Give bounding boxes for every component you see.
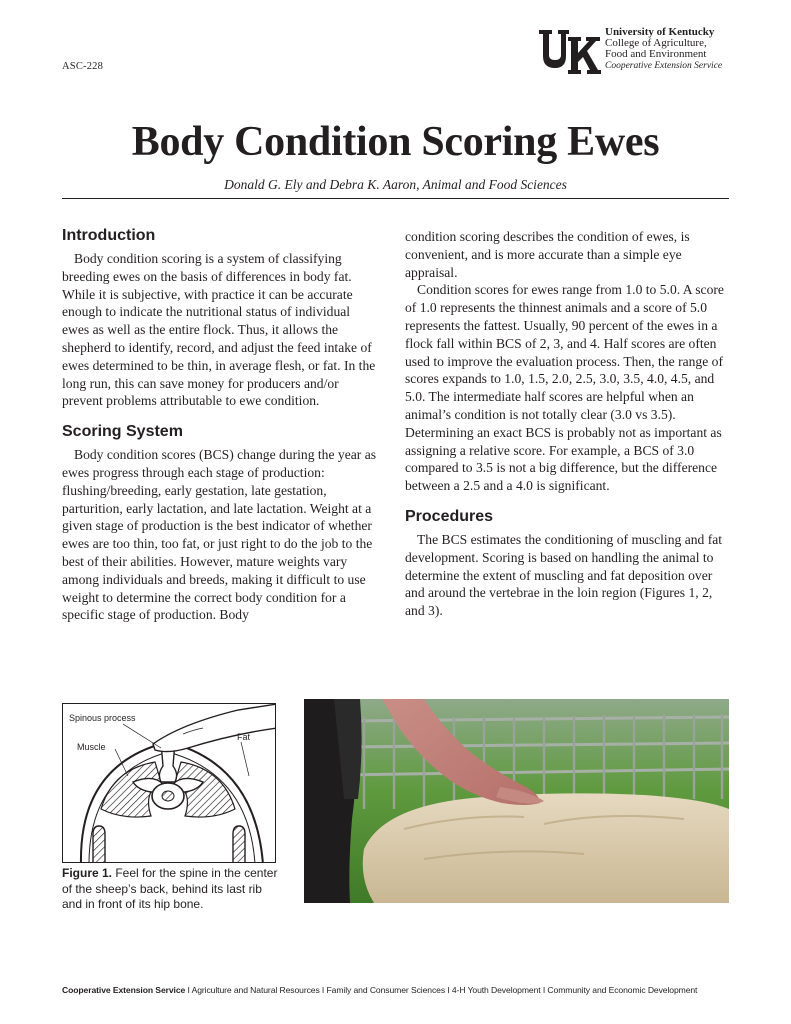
procedures-paragraph: The BCS estimates the conditioning of muscling and fat development. Scoring is based on handling the animal to determine the extent of muscling and fat deposition over and around the vertebrae in the loin region (Figures 1, 2, and 3). — [405, 531, 723, 619]
label-muscle: Muscle — [77, 742, 106, 752]
institution-block — [605, 27, 722, 72]
uk-logo — [538, 27, 602, 75]
figure1-caption-label: Figure 1. — [62, 866, 113, 880]
institution-name: University of Kentucky — [605, 26, 715, 38]
document-code: ASC-228 — [62, 61, 104, 72]
label-spinous: Spinous process — [69, 713, 136, 723]
title-divider — [62, 198, 729, 199]
footer — [62, 985, 729, 995]
sheep-photo — [304, 699, 729, 903]
figure1-caption — [62, 866, 282, 913]
college-name: College of Agriculture, — [605, 37, 707, 49]
intro-paragraph: Body condition scoring is a system of classifying breeding ewes on the basis of differences in body fat. While it is subjective, with practice it can be accurate enough to indicate the nutritional status of individual ewes as well as the entire flock. Thus, it allows the shepherd to identify, record, and adjust the feed intake of ewes determined to be thin, in average flesh, or fat. In the long run, this can save money for producers and/or prevent problems attributable to ewe condition. — [62, 251, 376, 409]
footer-org: Cooperative Extension Service — [62, 985, 186, 995]
page-title: Body Condition Scoring Ewes — [131, 119, 660, 165]
footer-programs: I Agriculture and Natural Resources I Family and Consumer Sciences I 4-H Youth Development I Community and Economic Development — [185, 985, 698, 995]
scoring-paragraph: Body condition scores (BCS) change during the year as ewes progress through each stage of production: flushing/breeding, early gestation, late gestation, parturition, early lactation, and late lactation. Weight at a given stage of production is the best indicator of whether ewes are too thin, too fat, or just right to do the job to the best of their abilities. However, mature weights vary among individuals and breeds, making it difficult to use weight to determine the correct body condition for a specific stage of production. Body — [62, 447, 377, 623]
authors-line: Donald G. Ely and Debra K. Aaron, Animal and Food Sciences — [224, 177, 567, 192]
label-fat: Fat — [237, 732, 251, 742]
left-column — [62, 226, 380, 624]
intro-heading: Introduction — [62, 227, 156, 244]
procedures-heading: Procedures — [405, 507, 494, 525]
figure1-diagram — [62, 703, 276, 863]
right-column — [405, 228, 729, 620]
figure1-caption-text: Feel for the spine in the center of the sheep’s back, behind its last rib and in front of its hip bone. — [62, 866, 278, 911]
scoring-heading: Scoring System — [62, 423, 183, 441]
scores-paragraph: Condition scores for ewes range from 1.0 to 5.0. A score of 1.0 represents the thinnest animals and a score of 5.0 represents the fattest. Usually, 90 percent of the ewes in a flock fall within BCS of 2, 3, and 4. Half scores are often used to improve the evaluation process. Then, the range of scores expands to 1.0, 1.5, 2.0, 2.5, 3.0, 3.5, 4.0, 4.5, and 5.0. The intermediate half scores are helpful when an animal’s condition is not totally clear (3.0 vs 3.5). Determining an exact BCS is probably not as important as assigning a relative score. For example, a BCS of 3.0 compared to 3.5 is not a big difference, but the difference between a 2.5 and a 4.0 is significant. — [405, 282, 724, 494]
extension-service: Cooperative Extension Service — [605, 61, 723, 71]
continued-paragraph: condition scoring describes the condition of ewes, is convenient, and is more accurate than a simple eye appraisal. — [405, 229, 690, 280]
college-name-cont: Food and Environment — [605, 48, 707, 60]
